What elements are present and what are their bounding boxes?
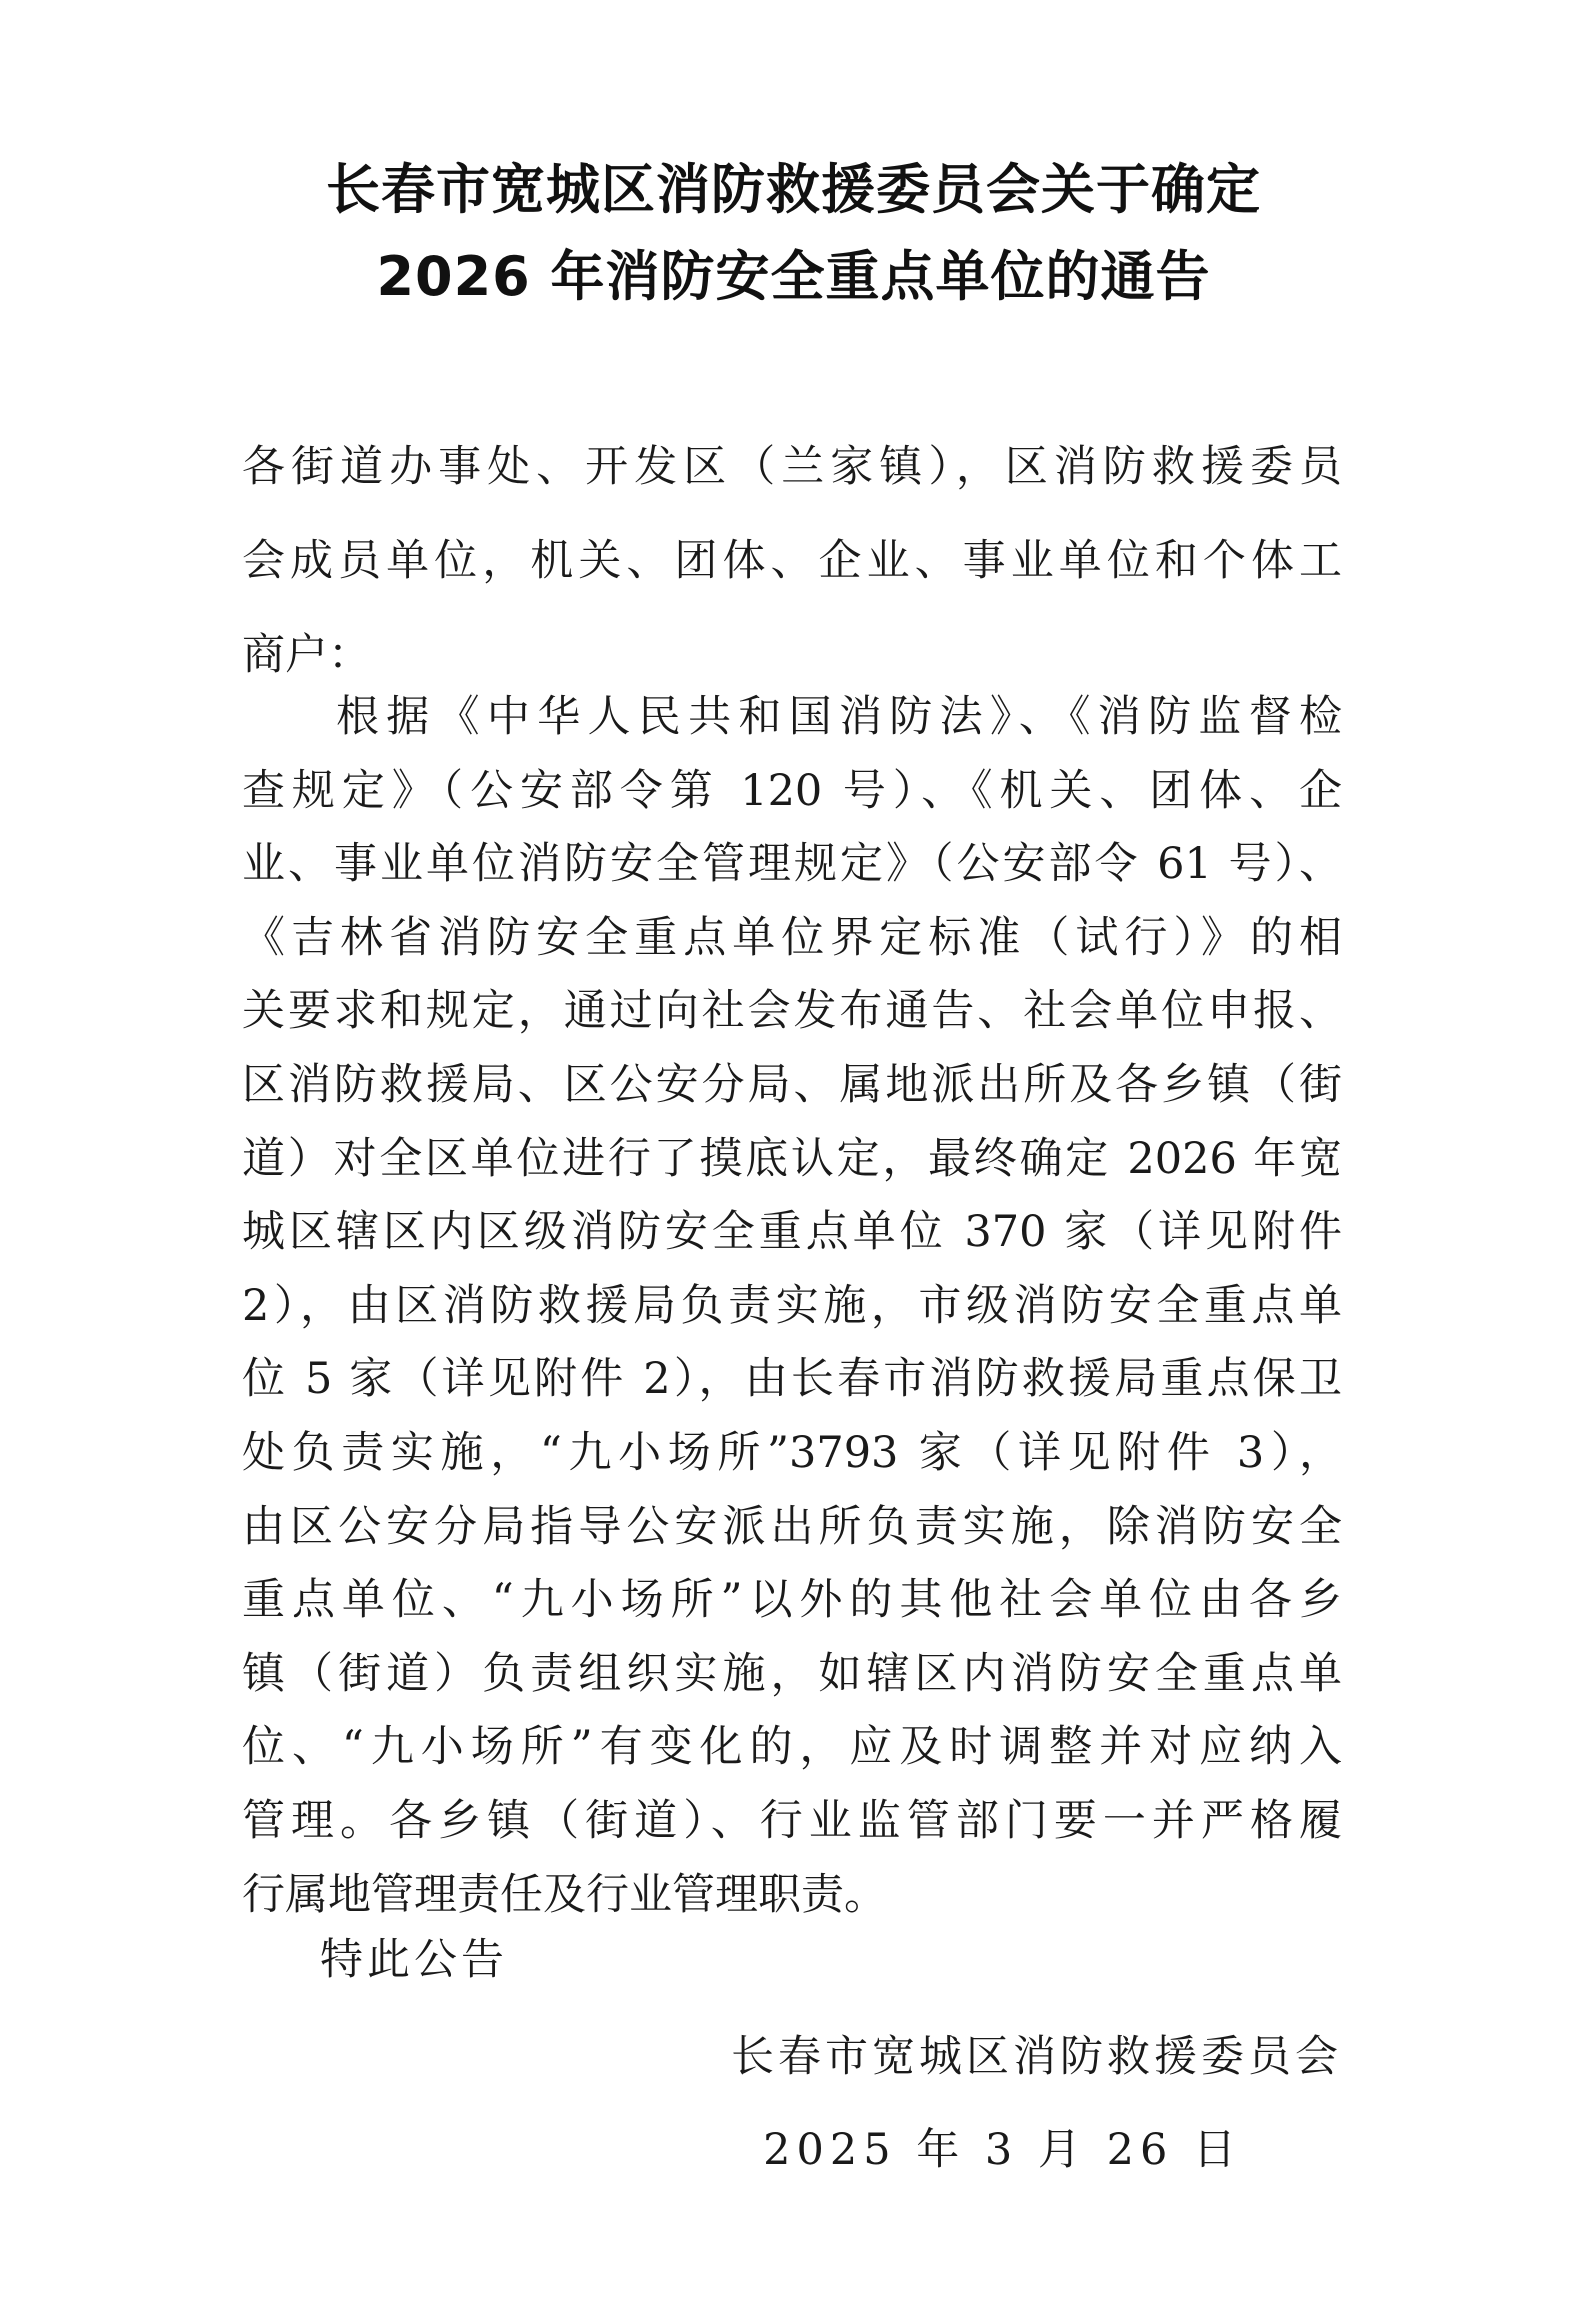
body-line: 业、事业单位消防安全管理规定》（公安部令 61 号）、: [242, 839, 1342, 889]
signing-organization: 长春市宽城区消防救援委员会: [731, 2032, 1342, 2082]
body-line: 区消防救援局、区公安分局、属地派出所及各乡镇（街: [242, 1060, 1342, 1110]
body-line: 处负责实施，“九小场所”3793 家（详见附件 3），: [242, 1428, 1342, 1478]
body-line: 管理。各乡镇（街道）、行业监管部门要一并严格履: [242, 1796, 1342, 1846]
body-line: 2），由区消防救援局负责实施，市级消防安全重点单: [242, 1281, 1342, 1331]
document-title-line-1: 长春市宽城区消防救援委员会关于确定: [326, 158, 1261, 221]
body-line: 镇（街道）负责组织实施，如辖区内消防安全重点单: [242, 1649, 1342, 1699]
body-line: 位、“九小场所”有变化的，应及时调整并对应纳入: [242, 1722, 1342, 1772]
body-line: 关要求和规定，通过向社会发布通告、社会单位申报、: [242, 986, 1342, 1036]
body-line: 城区辖区内区级消防安全重点单位 370 家（详见附件: [242, 1207, 1342, 1257]
body-line: 位 5 家（详见附件 2），由长春市消防救援局重点保卫: [242, 1354, 1342, 1404]
document-title-line-2: 2026 年消防安全重点单位的通告: [376, 245, 1211, 308]
closing-phrase: 特此公告: [320, 1935, 508, 1985]
body-line: 道）对全区单位进行了摸底认定，最终确定 2026 年宽: [242, 1134, 1342, 1184]
body-line: 由区公安分局指导公安派出所负责实施，除消防安全: [242, 1502, 1342, 1552]
body-line: 根据《中华人民共和国消防法》、《消防监督检: [336, 692, 1342, 742]
addressee-line: 会成员单位，机关、团体、企业、事业单位和个体工: [242, 536, 1342, 586]
addressee-line: 商户：: [242, 630, 371, 680]
body-line: 查规定》（公安部令第 120 号）、《机关、团体、企: [242, 766, 1342, 816]
body-line: 行属地管理责任及行业管理职责。: [242, 1870, 887, 1920]
signing-date: 2025 年 3 月 26 日: [763, 2125, 1242, 2175]
body-line: 重点单位、“九小场所”以外的其他社会单位由各乡: [242, 1575, 1342, 1625]
body-line: 《吉林省消防安全重点单位界定标准（试行）》的相: [242, 913, 1342, 963]
addressee-line: 各街道办事处、开发区（兰家镇），区消防救援委员: [242, 442, 1342, 492]
